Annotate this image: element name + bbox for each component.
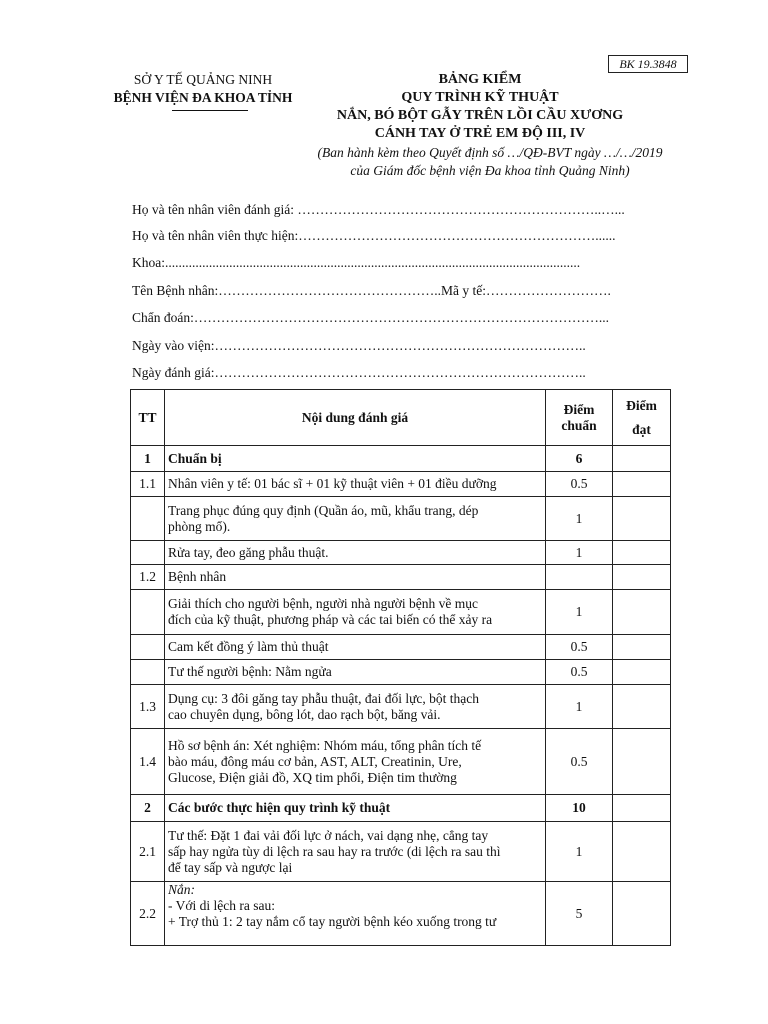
row-content-line: Trang phục đúng quy định (Quần áo, mũ, khẩu trang, dép bbox=[168, 502, 479, 518]
row-content: Chuẩn bị bbox=[165, 446, 546, 472]
row-content bbox=[165, 729, 546, 795]
performer-field[interactable]: Họ và tên nhân viên thực hiện:…………………………………………………………...... bbox=[132, 228, 616, 243]
row-achieved-score[interactable] bbox=[613, 795, 671, 822]
header-achieved-score bbox=[613, 390, 671, 446]
title-line-4: CÁNH TAY Ở TRẺ EM ĐỘ III, IV bbox=[374, 126, 586, 141]
header-standard-score bbox=[546, 390, 613, 446]
evaluator-field[interactable]: Họ và tên nhân viên đánh giá: …………………………………………………………..…... bbox=[132, 202, 625, 217]
row-standard-score: 1 bbox=[546, 822, 613, 882]
row-tt bbox=[131, 541, 165, 565]
table-row bbox=[131, 822, 671, 882]
row-standard-score: 1 bbox=[546, 685, 613, 729]
row-achieved-score[interactable] bbox=[613, 446, 671, 472]
table-header-row bbox=[131, 390, 671, 446]
subtitle-line-2: của Giám đốc bệnh viện Đa khoa tỉnh Quảng Ninh) bbox=[350, 163, 630, 178]
row-content-line: đích của kỹ thuật, phương pháp và các tai biến có thể xảy ra bbox=[168, 612, 493, 627]
row-content-clip bbox=[168, 882, 542, 944]
department-name: SỞ Y TẾ QUẢNG NINH bbox=[133, 72, 273, 87]
row-content: Cam kết đồng ý làm thủ thuật bbox=[165, 635, 546, 660]
row-standard-score: 6 bbox=[546, 446, 613, 472]
row-tt: 1.4 bbox=[131, 729, 165, 795]
row-achieved-score[interactable] bbox=[613, 472, 671, 497]
row-content-line: Tư thế: Đặt 1 đai vải đối lực ở nách, vai dạng nhẹ, cẳng tay bbox=[168, 827, 489, 843]
table-row bbox=[131, 565, 671, 590]
row-content: Nhân viên y tế: 01 bác sĩ + 01 kỹ thuật viên + 01 điều dưỡng bbox=[165, 472, 546, 497]
row-content bbox=[165, 822, 546, 882]
row-content: Các bước thực hiện quy trình kỹ thuật bbox=[165, 795, 546, 822]
row-content bbox=[165, 497, 546, 541]
title-line-3: NẮN, BÓ BỘT GẪY TRÊN LỒI CẦU XƯƠNG bbox=[336, 108, 624, 123]
row-achieved-score[interactable] bbox=[613, 565, 671, 590]
evaluation-date-field[interactable]: Ngày đánh giá:……………………………………………………………………….. bbox=[132, 365, 586, 380]
row-content-line: phòng mổ). bbox=[168, 518, 231, 534]
table-row bbox=[131, 541, 671, 565]
hospital-underline bbox=[172, 110, 248, 111]
department-field[interactable]: Khoa:........................................................................................................................... bbox=[132, 255, 581, 270]
header-standard-score-line2: chuẩn bbox=[561, 417, 597, 433]
title-line-2: QUY TRÌNH KỸ THUẬT bbox=[401, 90, 559, 105]
row-content-line: Nắn: bbox=[168, 882, 195, 897]
row-standard-score: 10 bbox=[546, 795, 613, 822]
header-standard-score-line1: Điểm bbox=[563, 401, 595, 417]
row-standard-score: 5 bbox=[546, 882, 613, 946]
row-tt: 2.2 bbox=[131, 882, 165, 946]
row-standard-score: 0.5 bbox=[546, 472, 613, 497]
row-achieved-score[interactable] bbox=[613, 822, 671, 882]
row-achieved-score[interactable] bbox=[613, 685, 671, 729]
row-achieved-score[interactable] bbox=[613, 590, 671, 635]
admission-date-field[interactable]: Ngày vào viện:……………………………………………………………………….. bbox=[132, 338, 586, 353]
row-tt: 2.1 bbox=[131, 822, 165, 882]
table-row bbox=[131, 497, 671, 541]
row-content-line: Hồ sơ bệnh án: Xét nghiệm: Nhóm máu, tổng phân tích tế bbox=[168, 737, 482, 753]
header-tt: TT bbox=[131, 390, 165, 446]
table-row bbox=[131, 729, 671, 795]
row-tt: 1.1 bbox=[131, 472, 165, 497]
row-achieved-score[interactable] bbox=[613, 497, 671, 541]
row-standard-score bbox=[546, 565, 613, 590]
row-tt: 2 bbox=[131, 795, 165, 822]
row-content-line: Giải thích cho người bệnh, người nhà người bệnh về mục bbox=[168, 596, 478, 611]
row-tt: 1.3 bbox=[131, 685, 165, 729]
checklist-table bbox=[130, 389, 671, 946]
table-row bbox=[131, 472, 671, 497]
patient-field[interactable]: Tên Bệnh nhân:…………………………………………..Mã y tế:………………………. bbox=[132, 283, 611, 298]
row-content: Bệnh nhân bbox=[165, 565, 546, 590]
hospital-name: BỆNH VIỆN ĐA KHOA TỈNH bbox=[113, 90, 293, 105]
row-standard-score: 1 bbox=[546, 590, 613, 635]
table-row bbox=[131, 685, 671, 729]
row-content bbox=[165, 590, 546, 635]
row-tt bbox=[131, 660, 165, 685]
table-row bbox=[131, 795, 671, 822]
row-standard-score: 1 bbox=[546, 541, 613, 565]
row-tt bbox=[131, 497, 165, 541]
table-row bbox=[131, 635, 671, 660]
row-content-line: Glucose, Điện giải đồ, XQ tim phổi, Điện tim thường bbox=[168, 769, 457, 785]
header-achieved-score-line1: Điểm bbox=[626, 397, 657, 413]
table-row bbox=[131, 590, 671, 635]
row-standard-score: 0.5 bbox=[546, 635, 613, 660]
row-content-line: để tay sấp và ngược lại bbox=[168, 859, 293, 875]
row-standard-score: 0.5 bbox=[546, 729, 613, 795]
row-content bbox=[165, 882, 546, 946]
title-line-1: BẢNG KIỂM bbox=[438, 72, 522, 87]
header-achieved-score-line2: đạt bbox=[632, 421, 651, 437]
row-achieved-score[interactable] bbox=[613, 660, 671, 685]
row-content-line: Dụng cụ: 3 đôi găng tay phẫu thuật, đai đối lực, bột thạch bbox=[168, 690, 480, 706]
header-content: Nội dung đánh giá bbox=[165, 390, 546, 446]
row-tt: 1.2 bbox=[131, 565, 165, 590]
table-row bbox=[131, 660, 671, 685]
row-achieved-score[interactable] bbox=[613, 635, 671, 660]
row-content-line: + Trợ thủ 1: 2 tay nắm cổ tay người bệnh kéo xuống trong tư bbox=[168, 914, 497, 929]
row-content-line: sấp hay ngửa tùy di lệch ra sau hay ra trước (di lệch ra sau thì bbox=[168, 843, 501, 859]
row-standard-score: 1 bbox=[546, 497, 613, 541]
diagnosis-field[interactable]: Chẩn đoán:………………………………………………………………………………... bbox=[132, 310, 609, 325]
row-content: Tư thế người bệnh: Nằm ngửa bbox=[165, 660, 546, 685]
row-content-line: cao chuyên dụng, bông lót, dao rạch bột, băng vải. bbox=[168, 706, 441, 722]
document-code: BK 19.3848 bbox=[608, 55, 688, 73]
row-achieved-score[interactable] bbox=[613, 729, 671, 795]
table-row bbox=[131, 446, 671, 472]
row-standard-score: 0.5 bbox=[546, 660, 613, 685]
subtitle-line-1: (Ban hành kèm theo Quyết định số …/QĐ-BVT ngày …/…/2019 bbox=[317, 145, 663, 160]
row-tt bbox=[131, 590, 165, 635]
row-content bbox=[165, 685, 546, 729]
row-tt bbox=[131, 635, 165, 660]
row-achieved-score[interactable] bbox=[613, 541, 671, 565]
row-content-line: bào máu, đông máu cơ bản, AST, ALT, Creatinin, Ure, bbox=[168, 753, 462, 769]
row-content: Rửa tay, đeo găng phẫu thuật. bbox=[165, 541, 546, 565]
table-row bbox=[131, 882, 671, 946]
row-content-line: - Với di lệch ra sau: bbox=[168, 898, 275, 913]
row-achieved-score[interactable] bbox=[613, 882, 671, 946]
row-tt: 1 bbox=[131, 446, 165, 472]
